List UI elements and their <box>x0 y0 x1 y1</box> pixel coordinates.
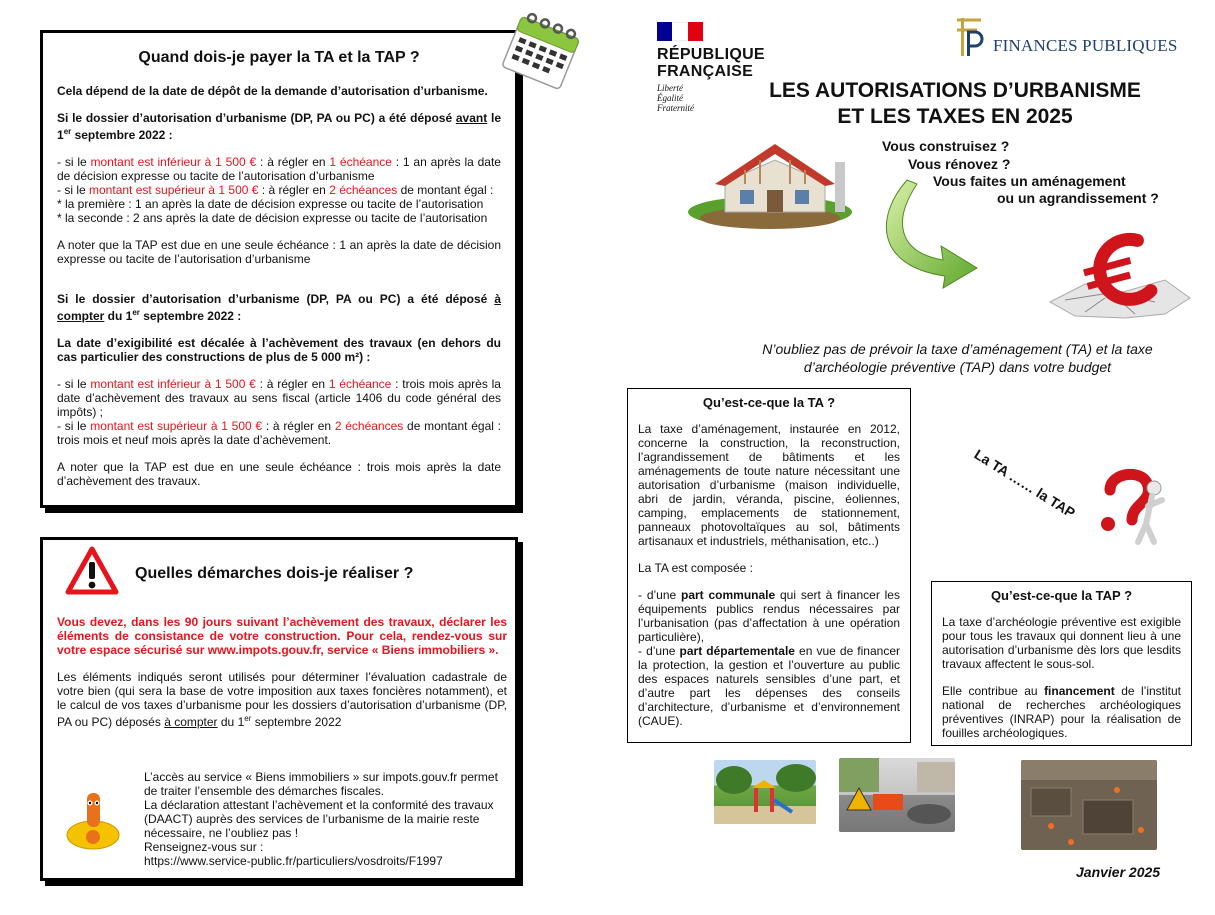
ta-paragraph-1: La taxe d’aménagement, instaurée en 2012, concerne la construction, la reconstruction, l’agrandissement de bâtiments et les aménagements de toute nature nécessitant une autorisation d’urbanisme (maison individuelle, abri de jardin, véranda, piscine, éoliennes, camping, emplacements de stationnement, panneaux photovoltaïques au sol, bâtiments artisanaux et industriels, méthanisation, etc..) <box>638 422 900 548</box>
motto-liberte: Liberté <box>657 83 683 93</box>
calendar-icon <box>496 12 586 92</box>
steps-warning: Vous devez, dans les 90 jours suivant l’achèvement des travaux, déclarer les éléments de consistance de votre construction. Pour cela, rendez-vous sur votre espace sécurisé sur www.impots.gouv.fr, service « Biens immobiliers ». <box>57 615 507 657</box>
tap-paragraph-1: La taxe d’archéologie préventive est exigible pour tous les travaux qui donnent lieu à une autorisation d’urbanisme dès lors que lesdits travaux affectent le sous-sol. <box>942 615 1181 671</box>
ta-paragraph-3: - d’une part communale qui sert à financer les équipements publics rendus nécessaires par l’urbanisation (pas d’affectation à une opération particulière), <box>638 588 900 644</box>
ta-tap-diagonal-text: La TA …… la TAP <box>971 446 1079 521</box>
main-title <box>720 78 1190 130</box>
marianne-flag-icon <box>657 22 703 41</box>
budget-reminder: N’oubliez pas de prévoir la taxe d’aménagement (TA) et la taxe d’archéologie préventive (TAP) dans votre budget <box>762 341 1153 375</box>
case-after-line-1: - si le montant est inférieur à 1 500 € : à régler en 1 échéance : trois mois après la date d’achèvement des travaux au sens fiscal (article 1406 du code général des impôts) ; <box>57 377 501 419</box>
motto-fraternite: Fraternité <box>657 103 694 113</box>
payment-intro: Cela dépend de la date de dépôt de la demande d’autorisation d’urbanisme. <box>57 84 488 98</box>
case-after-bold: La date d’exigibilité est décalée à l’achèvement des travaux (en dehors du cas particulier des constructions de plus de 5 000 m²) : <box>57 336 501 364</box>
steps-paragraph-3: La déclaration attestant l’achèvement et la conformité des travaux (DAACT) auprès des services de l’urbanisme de la mairie reste nécessaire, ne l’oubliez pas ! <box>144 798 494 840</box>
question-extension: ou un agrandissement ? <box>997 190 1159 206</box>
steps-paragraph-4: Renseignez-vous sur : <box>144 840 264 854</box>
curved-arrow-icon <box>865 176 985 296</box>
euro-sign-icon <box>1045 232 1195 322</box>
service-public-link[interactable]: https://www.service-public.fr/particuliers/vosdroits/F1997 <box>144 854 443 868</box>
case-before-note: A noter que la TAP est due en une seule échéance : 1 an après la date de décision expresse ou tacite de l’autorisation d’urbanisme <box>57 238 501 266</box>
playground-photo <box>714 760 816 824</box>
steps-paragraph-1: Les éléments indiqués seront utilisés pour déterminer l’évaluation cadastrale de votre bien (qui sera la base de votre imposition aux taxes foncières notamment), et le calcul de vos taxes d’urbanisme pour les dossiers d’autorisation d’urbanisme (DP, PA ou PC) déposés à compter du 1er septembre 2022 <box>57 670 507 729</box>
case-after-line-2: - si le montant est supérieur à 1 500 € : à régler en 2 échéances de montant égal : trois mois et neuf mois après la date d’achèvement. <box>57 419 501 447</box>
warning-triangle-icon <box>65 546 119 596</box>
roadworks-photo <box>839 758 955 832</box>
case-before-line-4: * la seconde : 2 ans après la date de décision expresse ou tacite de l’autorisation <box>57 211 488 225</box>
steps-box <box>40 537 518 881</box>
house-illustration <box>685 132 855 232</box>
finances-publiques-logo <box>955 16 1195 60</box>
case-before-heading: Si le dossier d’autorisation d’urbanisme (DP, PA ou PC) a été déposé avant le 1er septembre 2022 : <box>57 111 501 142</box>
finances-publiques-text: FINANCES PUBLIQUES <box>993 36 1178 55</box>
main-title-line-1: LES AUTORISATIONS D’URBANISME <box>769 79 1141 102</box>
republique-line-2: FRANÇAISE <box>657 63 754 80</box>
tap-paragraph-2: Elle contribue au financement de l’institut national de recherches archéologiques préventives (INRAP) pour la réalisation de fouilles archéologiques. <box>942 684 1181 740</box>
fp-monogram-icon <box>955 16 985 58</box>
steps-title: Quelles démarches dois-je réaliser ? <box>135 565 414 582</box>
payment-timing-box <box>40 30 518 508</box>
ta-paragraph-4: - d’une part départementale en vue de financer la protection, la gestion et l’ouverture au public des espaces naturels sensibles d’une part, et d’autre part les dépenses des conseils d’architecture, d’urbanisme et d’environnement (CAUE). <box>638 644 901 728</box>
ta-paragraph-2: La TA est composée : <box>638 561 753 575</box>
tap-box <box>931 581 1192 746</box>
case-after-note: A noter que la TAP est due en une seule échéance : trois mois après la date d’achèvement des travaux. <box>57 460 501 488</box>
case-before-line-2: - si le montant est supérieur à 1 500 € : à régler en 2 échéances de montant égal : <box>57 183 494 197</box>
case-before-line-1: - si le montant est inférieur à 1 500 € : à régler en 1 échéance : 1 an après la date de décision expresse ou tacite de l’autorisation d’urbanisme <box>57 155 501 183</box>
excavation-photo <box>1021 760 1157 850</box>
case-before-line-3: * la première : 1 an après la date de décision expresse ou tacite de l’autorisation <box>57 197 484 211</box>
payment-timing-title: Quand dois-je payer la TA et la TAP ? <box>138 49 420 66</box>
question-build: Vous construisez ? <box>882 138 1010 154</box>
question-mark-figure-icon <box>1092 466 1172 548</box>
republique-line-1: RÉPUBLIQUE <box>657 46 765 63</box>
main-title-line-2: ET LES TAXES EN 2025 <box>837 105 1073 128</box>
case-after-heading: Si le dossier d’autorisation d’urbanisme (DP, PA ou PC) a été déposé à compter du 1er septembre 2022 : <box>57 292 501 323</box>
motto-egalite: Égalité <box>657 93 683 103</box>
steps-paragraph-2: L’accès au service « Biens immobiliers » sur impots.gouv.fr permet de traiter l’ensemble des démarches fiscales. <box>144 770 498 798</box>
ta-box <box>627 388 911 743</box>
question-renovate: Vous rénovez ? <box>908 156 1011 172</box>
ta-title: Qu’est-ce-que la TA ? <box>702 395 836 410</box>
question-development: Vous faites un aménagement <box>933 173 1126 189</box>
exclamation-mascot-icon <box>63 785 123 855</box>
tap-title: Qu’est-ce-que la TAP ? <box>990 588 1133 603</box>
footer-date: Janvier 2025 <box>1076 864 1161 880</box>
